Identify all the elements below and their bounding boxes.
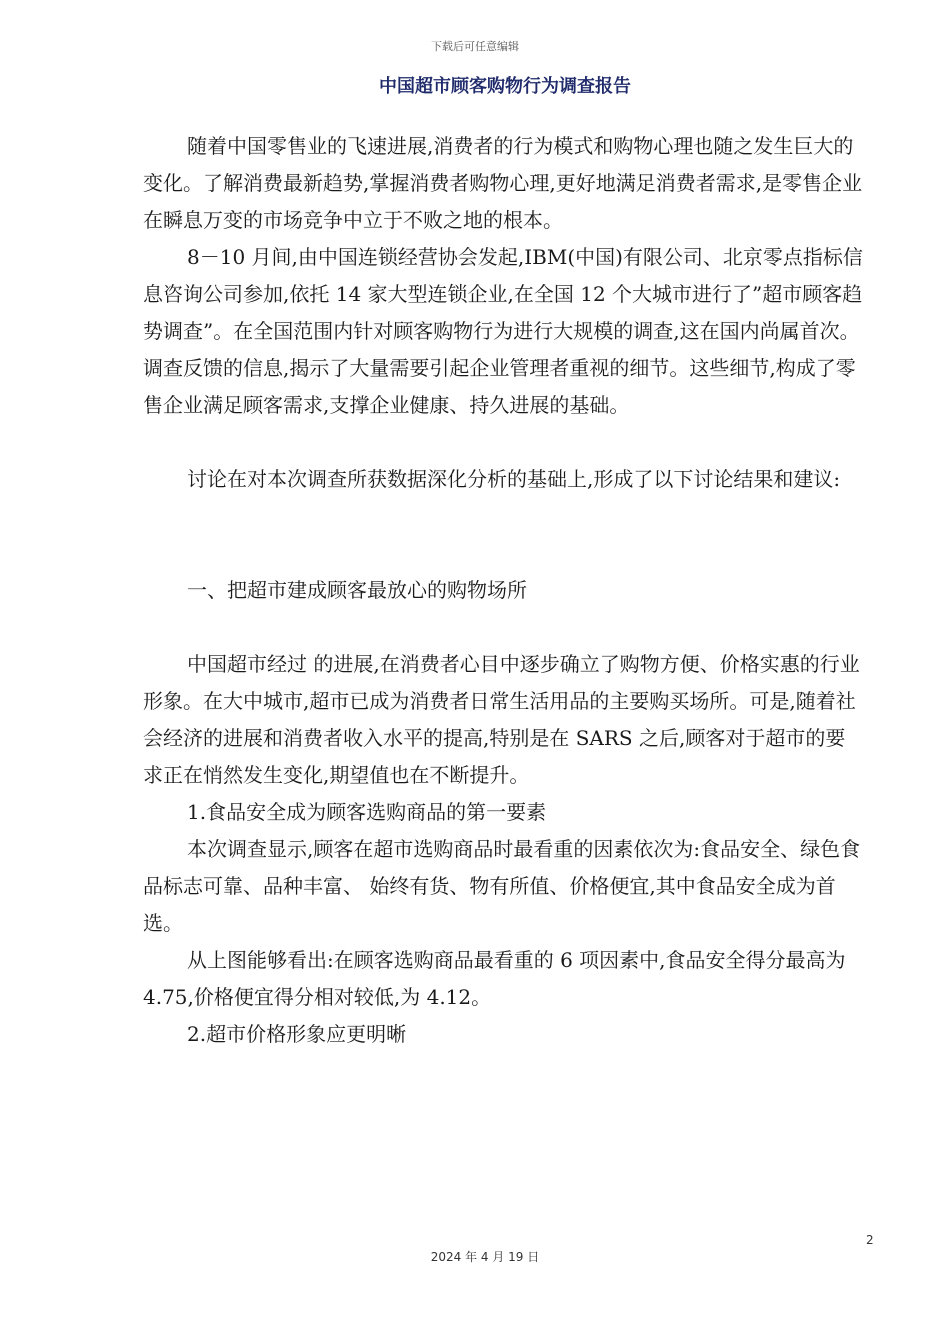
page-number: 2 bbox=[866, 1233, 874, 1247]
paragraph-survey-background: 8－10 月间,由中国连锁经营协会发起,IBM(中国)有限公司、北京零点指标信息咨询公司参加,依托 14 家大型连锁企业,在全国 12 个大城市进行了”超市顾客趋势调查”。在全国范围内针对顾客购物行为进行大规模的调查,这在国内尚属首次。调查反馈的信息,揭示了大量需要引起企业管理者重视的细节。这些细节,构成了零售企业满足顾客需求,支撑企业健康、持久进展的基础。 bbox=[143, 245, 863, 417]
paragraph-research-summary: 讨论在对本次调查所获数据深化分析的基础上,形成了以下讨论结果和建议: bbox=[187, 467, 841, 491]
paragraph-survey-findings: 本次调查显示,顾客在超市选购商品时最看重的因素依次为:食品安全、绿色食品标志可靠、品种丰富、 始终有货、物有所值、价格便宜,其中食品安全成为首选。 bbox=[143, 837, 861, 935]
paragraph-spacer bbox=[143, 609, 863, 646]
paragraph-spacer bbox=[143, 498, 863, 572]
paragraph-score-results: 从上图能够看出:在顾客选购商品最看重的 6 项因素中,食品安全得分最高为 4.75,价格便宜得分相对较低,为 4.12。 bbox=[143, 948, 846, 1009]
paragraph-intro: 随着中国零售业的飞速进展,消费者的行为模式和购物心理也随之发生巨大的变化。了解消费最新趋势,掌握消费者购物心理,更好地满足消费者需求,是零售企业在瞬息万变的市场竞争中立于不败之地的根本。 bbox=[143, 134, 863, 232]
paragraph-supermarket-development: 中国超市经过 的进展,在消费者心目中逐步确立了购物方便、价格实惠的行业形象。在大中城市,超市已成为消费者日常生活用品的主要购买场所。可是,随着社会经济的进展和消费者收入水平的提高,特别是在 SARS 之后,顾客对于超市的要求正在悄然发生变化,期望值也在不断提升。 bbox=[143, 652, 860, 787]
footer-date: 2024 年 4 月 19 日 bbox=[430, 1250, 540, 1264]
paragraph-spacer bbox=[143, 424, 863, 461]
subheading-food-safety: 1.食品安全成为顾客选购商品的第一要素 bbox=[187, 800, 547, 824]
document-title: 中国超市顾客购物行为调查报告 bbox=[379, 76, 631, 97]
section-heading-1: 一、把超市建成顾客最放心的购物场所 bbox=[187, 578, 527, 602]
document-body bbox=[143, 128, 863, 1053]
subheading-price-image: 2.超市价格形象应更明晰 bbox=[187, 1022, 407, 1046]
header-note: 下载后可任意编辑 bbox=[431, 40, 519, 53]
